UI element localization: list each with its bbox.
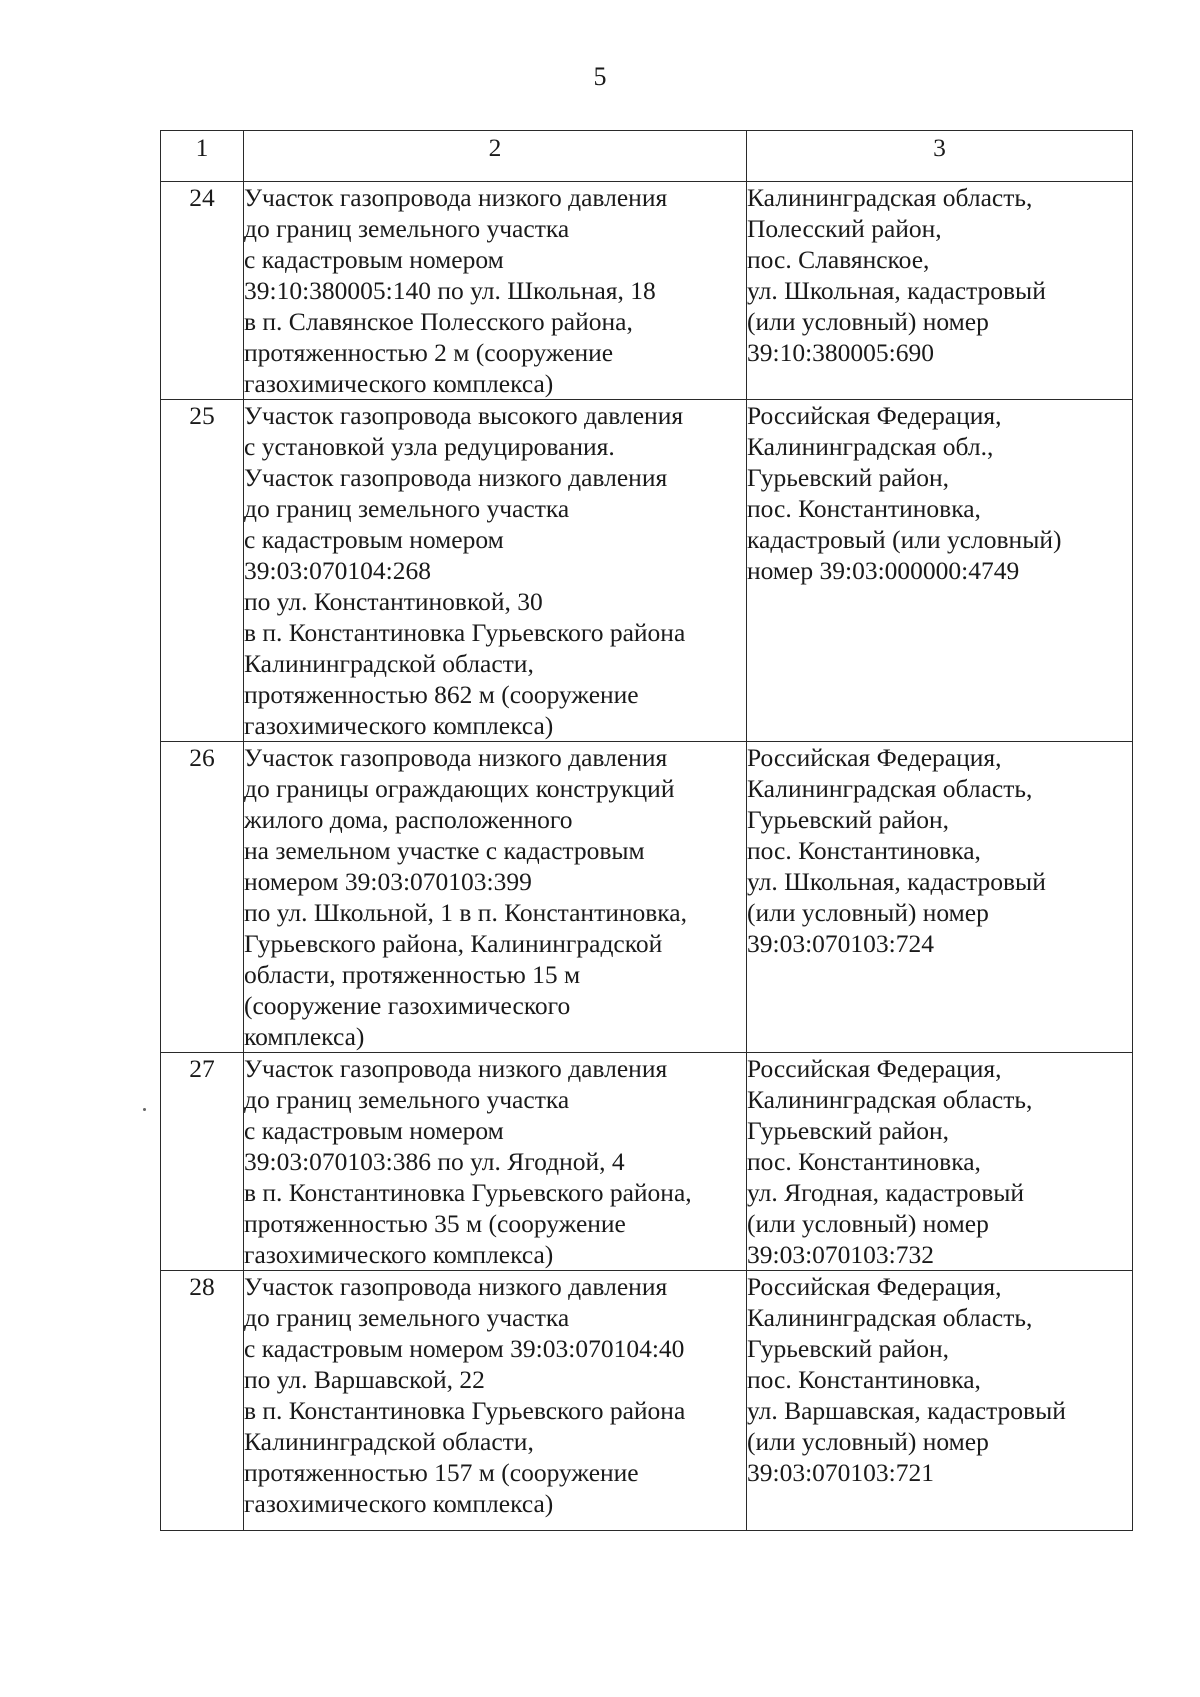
description-line: протяженностью 862 м (сооружение xyxy=(244,680,639,709)
address-line: (или условный) номер xyxy=(747,898,989,927)
table-row xyxy=(161,1053,1133,1271)
description-line: области, протяженностью 15 м xyxy=(244,960,581,989)
object-address xyxy=(747,400,1133,742)
description-line: Участок газопровода низкого давления xyxy=(244,463,668,492)
address-line: 39:03:070103:721 xyxy=(747,1458,935,1487)
address-line: Калининградская область, xyxy=(747,1085,1033,1114)
address-line: 39:10:380005:690 xyxy=(747,338,935,367)
description-line: газохимического комплекса) xyxy=(244,369,554,398)
description-line: 39:03:070104:268 xyxy=(244,556,432,585)
header-col-2: 2 xyxy=(244,131,747,182)
address-line: Российская Федерация, xyxy=(747,401,1002,430)
table-row xyxy=(161,1271,1133,1531)
address-line: пос. Славянское, xyxy=(747,245,930,274)
address-line: номер 39:03:000000:4749 xyxy=(747,556,1020,585)
address-line: Полесский район, xyxy=(747,214,942,243)
address-line: Российская Федерация, xyxy=(747,1272,1002,1301)
address-line: пос. Константиновка, xyxy=(747,494,981,523)
address-line: Гурьевский район, xyxy=(747,805,949,834)
address-line: ул. Ягодная, кадастровый xyxy=(747,1178,1025,1207)
address-line: пос. Константиновка, xyxy=(747,836,981,865)
object-description xyxy=(244,742,747,1053)
address-line: ул. Варшавская, кадастровый xyxy=(747,1396,1066,1425)
description-line: Гурьевского района, Калининградской xyxy=(244,929,663,958)
object-description xyxy=(244,400,747,742)
description-line: Участок газопровода низкого давления xyxy=(244,743,668,772)
description-line: протяженностью 2 м (сооружение xyxy=(244,338,614,367)
table-row xyxy=(161,400,1133,742)
object-address xyxy=(747,1053,1133,1271)
address-line: ул. Школьная, кадастровый xyxy=(747,867,1046,896)
description-line: с кадастровым номером xyxy=(244,1116,504,1145)
description-line: с установкой узла редуцирования. xyxy=(244,432,615,461)
address-line: пос. Константиновка, xyxy=(747,1147,981,1176)
address-line: (или условный) номер xyxy=(747,1209,989,1238)
description-line: в п. Константиновка Гурьевского района xyxy=(244,1396,686,1425)
description-line: по ул. Варшавской, 22 xyxy=(244,1365,485,1394)
description-line: жилого дома, расположенного xyxy=(244,805,573,834)
scan-speck xyxy=(143,1108,146,1111)
address-line: Калининградская обл., xyxy=(747,432,994,461)
table-row xyxy=(161,182,1133,400)
description-line: газохимического комплекса) xyxy=(244,1489,554,1518)
address-line: Калининградская область, xyxy=(747,183,1033,212)
address-line: (или условный) номер xyxy=(747,307,989,336)
description-line: 39:10:380005:140 по ул. Школьная, 18 xyxy=(244,276,656,305)
description-line: Калининградской области, xyxy=(244,649,534,678)
description-line: газохимического комплекса) xyxy=(244,711,554,740)
description-line: протяженностью 157 м (сооружение xyxy=(244,1458,639,1487)
object-address xyxy=(747,1271,1133,1531)
description-line: Участок газопровода низкого давления xyxy=(244,1054,668,1083)
table-header-row xyxy=(161,131,1133,182)
description-line: 39:03:070103:386 по ул. Ягодной, 4 xyxy=(244,1147,625,1176)
address-line: Российская Федерация, xyxy=(747,1054,1002,1083)
description-line: комплекса) xyxy=(244,1022,365,1051)
address-line: Калининградская область, xyxy=(747,774,1033,803)
description-line: Участок газопровода низкого давления xyxy=(244,183,668,212)
object-address xyxy=(747,182,1133,400)
description-line: с кадастровым номером 39:03:070104:40 xyxy=(244,1334,685,1363)
description-line: с кадастровым номером xyxy=(244,245,504,274)
description-line: на земельном участке с кадастровым xyxy=(244,836,645,865)
object-description xyxy=(244,1271,747,1531)
description-line: газохимического комплекса) xyxy=(244,1240,554,1269)
description-line: до границ земельного участка xyxy=(244,214,570,243)
address-line: (или условный) номер xyxy=(747,1427,989,1456)
description-line: (сооружение газохимического xyxy=(244,991,571,1020)
row-number: 24 xyxy=(161,182,244,400)
description-line: до границы ограждающих конструкций xyxy=(244,774,675,803)
object-description xyxy=(244,1053,747,1271)
description-line: с кадастровым номером xyxy=(244,525,504,554)
description-line: по ул. Константиновкой, 30 xyxy=(244,587,543,616)
objects-table xyxy=(160,130,1133,1531)
description-line: до границ земельного участка xyxy=(244,1303,570,1332)
row-number: 28 xyxy=(161,1271,244,1531)
description-line: Участок газопровода низкого давления xyxy=(244,1272,668,1301)
description-line: номером 39:03:070103:399 xyxy=(244,867,532,896)
description-line: до границ земельного участка xyxy=(244,494,570,523)
address-line: пос. Константиновка, xyxy=(747,1365,981,1394)
description-line: протяженностью 35 м (сооружение xyxy=(244,1209,626,1238)
row-number: 26 xyxy=(161,742,244,1053)
address-line: Российская Федерация, xyxy=(747,743,1002,772)
address-line: 39:03:070103:724 xyxy=(747,929,935,958)
description-line: Участок газопровода высокого давления xyxy=(244,401,684,430)
header-col-1: 1 xyxy=(161,131,244,182)
address-line: Гурьевский район, xyxy=(747,1334,949,1363)
address-line: Калининградская область, xyxy=(747,1303,1033,1332)
page-number: 5 xyxy=(593,62,607,91)
address-line: Гурьевский район, xyxy=(747,1116,949,1145)
description-line: в п. Константиновка Гурьевского района, xyxy=(244,1178,692,1207)
header-col-3: 3 xyxy=(747,131,1133,182)
object-description xyxy=(244,182,747,400)
description-line: в п. Славянское Полесского района, xyxy=(244,307,633,336)
description-line: до границ земельного участка xyxy=(244,1085,570,1114)
row-number: 27 xyxy=(161,1053,244,1271)
address-line: кадастровый (или условный) xyxy=(747,525,1062,554)
description-line: в п. Константиновка Гурьевского района xyxy=(244,618,686,647)
address-line: 39:03:070103:732 xyxy=(747,1240,935,1269)
row-number: 25 xyxy=(161,400,244,742)
address-line: ул. Школьная, кадастровый xyxy=(747,276,1046,305)
description-line: по ул. Школьной, 1 в п. Константиновка, xyxy=(244,898,687,927)
object-address xyxy=(747,742,1133,1053)
address-line: Гурьевский район, xyxy=(747,463,949,492)
table-row xyxy=(161,742,1133,1053)
description-line: Калининградской области, xyxy=(244,1427,534,1456)
